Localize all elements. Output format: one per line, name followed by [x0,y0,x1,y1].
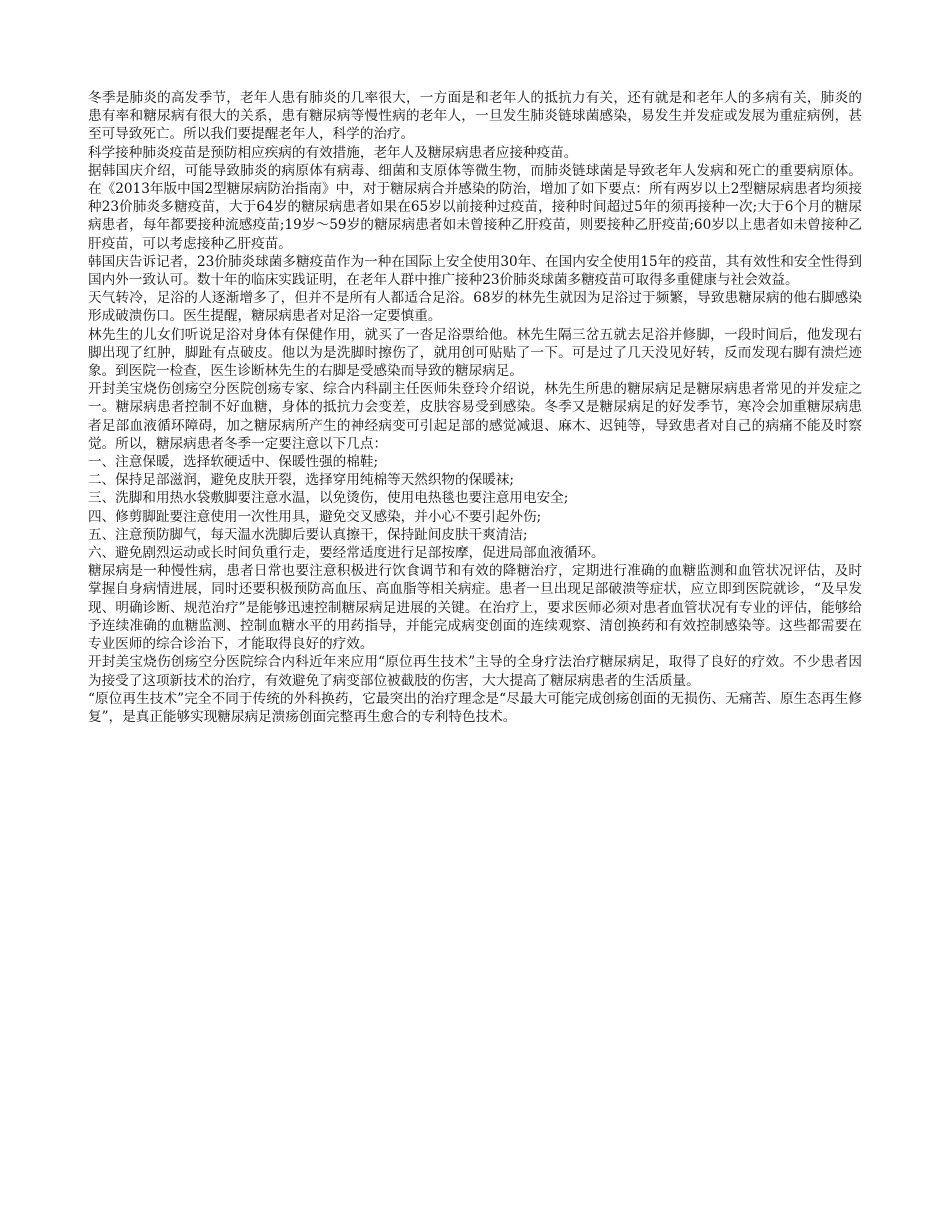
list-item-moisturize: 二、保持足部滋润，避免皮肤开裂，选择穿用纯棉等天然织物的保暖袜; [88,472,514,489]
paragraph-pneumonia-intro: 冬季是肺炎的高发季节，老年人患有肺炎的几率很大，一方面是和老年人的抵抗力有关，还有就是和老年人的多病有关，肺炎的患有率和糖尿病有很大的关系，患有糖尿病等慢性病的老年人，一旦发生肺炎链球菌感染，易发生并发症或发展为重症病例，甚至可导致死亡。所以我们要提醒老年人，科学的治疗。 [88,90,862,143]
paragraph-footbath-warning: 天气转冷，足浴的人逐渐增多了，但并不是所有人都适合足浴。68岁的林先生就因为足浴过于频繁，导致患糖尿病的他右脚感染形成破溃伤口。医生提醒，糖尿病患者对足浴一定要慎重。 [88,290,862,325]
article-body [88,89,862,726]
paragraph-expert-advice: 开封美宝烧伤创疡空分医院创疡专家、综合内科副主任医师朱登玲介绍说，林先生所患的糖尿病足是糖尿病患者常见的并发症之一。糖尿病患者控制不好血糖，身体的抵抗力会变差，皮肤容易受到感染。冬季又是糖尿病足的好发季节，寒冷会加重糖尿病患者足部血液循环障碍，加之糖尿病所产生的神经病变可引起足部的感觉减退、麻木、迟钝等，导致患者对自己的病痛不能及时察觉。所以，糖尿病患者冬季一定要注意以下几点： [88,381,862,452]
paragraph-regeneration-technology: “原位再生技术”完全不同于传统的外科换药，它最突出的治疗理念是“尽最大可能完成创疡创面的无损伤、无痛苦、原生态再生修复”，是真正能够实现糖尿病足溃疡创面完整再生愈合的专利特色技术。 [88,690,862,725]
list-item-water-temperature: 三、洗脚和用热水袋敷脚要注意水温，以免烫伤，使用电热毯也要注意用电安全; [88,490,569,507]
paragraph-vaccine-safety: 韩国庆告诉记者，23价肺炎球菌多糖疫苗作为一种在国际上安全使用30年、在国内安全使用15年的疫苗，其有效性和安全性得到国内外一致认可。数十年的临床实践证明，在老年人群中推广接种23价肺炎球菌多糖疫苗可取得多重健康与社会效益。 [88,253,862,289]
list-item-keep-warm: 一、注意保暖，选择软硬适中、保暖性强的棉鞋; [88,454,379,471]
paragraph-guideline-points: 据韩国庆介绍，可能导致肺炎的病原体有病毒、细菌和支原体等微生物，而肺炎链球菌是导致老年人发病和死亡的重要病原体。在《2013年版中国2型糖尿病防治指南》中，对于糖尿病合并感染的防治，增加了如下要点：所有两岁以上2型糖尿病患者均须接种23价肺炎多糖疫苗，大于64岁的糖尿病患者如果在65岁以前接种过疫苗，接种时间超过5年的须再接种一次;大于6个月的糖尿病患者，每年都要接种流感疫苗;19岁～59岁的糖尿病患者如未曾接种乙肝疫苗，则要接种乙肝疫苗;60岁以上患者如未曾接种乙肝疫苗，可以考虑接种乙肝疫苗。 [88,162,862,252]
paragraph-hospital-therapy: 开封美宝烧伤创疡空分医院综合内科近年来应用“原位再生技术”主导的全身疗法治疗糖尿病足，取得了良好的疗效。不少患者因为接受了这项新技术的治疗，有效避免了病变部位被截肢的伤害，大大提高了糖尿病患者的生活质量。 [88,654,862,689]
list-item-avoid-exercise: 六、避免剧烈运动或长时间负重行走，要经常适度进行足部按摩，促进局部血液循环。 [88,545,605,562]
list-item-toenail-care: 四、修剪脚趾要注意使用一次性用具，避免交叉感染，并小心不要引起外伤; [88,508,542,525]
list-item-athletes-foot: 五、注意预防脚气，每天温水洗脚后要认真擦干，保持趾间皮肤干爽清洁; [88,526,528,543]
paragraph-mr-lin-case: 林先生的儿女们听说足浴对身体有保健作用，就买了一沓足浴票给他。林先生隔三岔五就去足浴并修脚，一段时间后，他发现右脚出现了红肿，脚趾有点破皮。他以为是洗脚时擦伤了，就用创可贴贴了一下。可是过了几天没见好转，反而发现右脚有溃烂迹象。到医院一检查，医生诊断林先生的右脚是受感染而导致的糖尿病足。 [88,326,862,380]
paragraph-vaccine-measure: 科学接种肺炎疫苗是预防相应疾病的有效措施，老年人及糖尿病患者应接种疫苗。 [88,144,578,161]
paragraph-chronic-disease: 糖尿病是一种慢性病，患者日常也要注意积极进行饮食调节和有效的降糖治疗，定期进行准确的血糖监测和血管状况评估，及时掌握自身病情进展，同时还要积极预防高血压、高血脂等相关病症。患者一旦出现足部破溃等症状，应立即到医院就诊，“及早发现、明确诊断、规范治疗”是能够迅速控制糖尿病足进展的关键。在治疗上，要求医师必须对患者血管状况有专业的评估，能够给予连续准确的血糖监测、控制血糖水平的用药指导，并能完成病变创面的连续观察、清创换药和有效控制感染等。这些都需要在专业医师的综合诊治下，才能取得良好的疗效。 [88,563,862,653]
